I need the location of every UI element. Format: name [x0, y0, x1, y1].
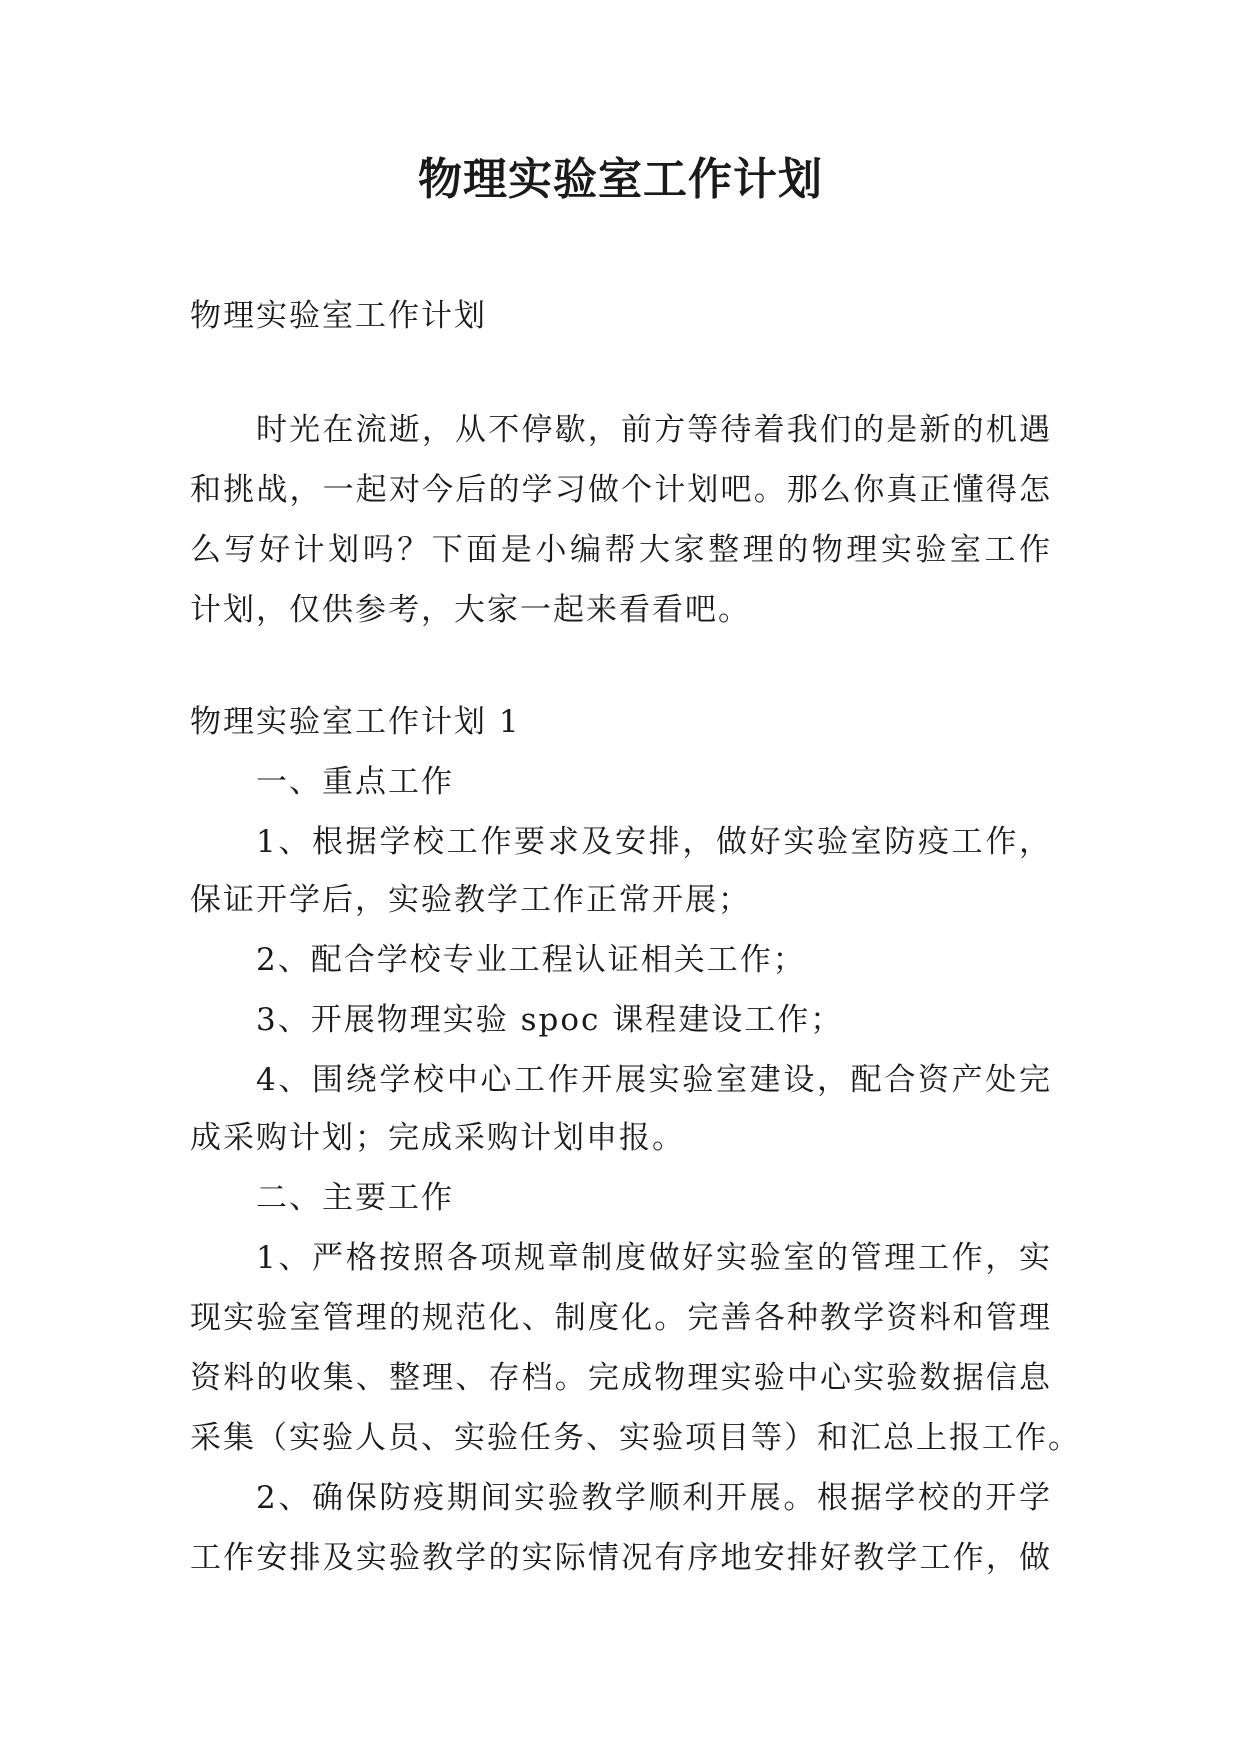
subheading-main-work: 二、主要工作	[256, 1180, 454, 1216]
main-item-1-line-1: 1、严格按照各项规章制度做好实验室的管理工作，实	[256, 1240, 1052, 1276]
section-heading-1: 物理实验室工作计划 1	[190, 704, 521, 740]
intro-line-2: 和挑战，一起对今后的学习做个计划吧。那么你真正懂得怎	[190, 472, 1052, 508]
main-item-2-line-2: 工作安排及实验教学的实际情况有序地安排好教学工作，做	[190, 1540, 1052, 1576]
item-4-line-1: 4、围绕学校中心工作开展实验室建设，配合资产处完	[256, 1062, 1052, 1098]
item-1-line-1: 1、根据学校工作要求及安排，做好实验室防疫工作，	[256, 824, 1052, 860]
main-item-1-line-2: 现实验室管理的规范化、制度化。完善各种教学资料和管理	[190, 1300, 1052, 1336]
document-title: 物理实验室工作计划	[418, 154, 823, 205]
intro-line-3: 么写好计划吗？下面是小编帮大家整理的物理实验室工作	[190, 532, 1052, 568]
item-4-line-2: 成采购计划；完成采购计划申报。	[190, 1120, 685, 1156]
item-1-line-2: 保证开学后，实验教学工作正常开展；	[190, 882, 751, 918]
item-2-line: 2、配合学校专业工程认证相关工作；	[256, 942, 806, 978]
item-3-line: 3、开展物理实验 spoc 课程建设工作；	[256, 1002, 844, 1038]
main-item-1-line-4: 采集（实验人员、实验任务、实验项目等）和汇总上报工作。	[190, 1420, 1081, 1456]
main-item-1-line-3: 资料的收集、整理、存档。完成物理实验中心实验数据信息	[190, 1360, 1052, 1396]
subheading-key-work: 一、重点工作	[256, 764, 454, 800]
intro-line-1: 时光在流逝，从不停歇，前方等待着我们的是新的机遇	[256, 412, 1052, 448]
main-item-2-line-1: 2、确保防疫期间实验教学顺利开展。根据学校的开学	[256, 1480, 1052, 1516]
intro-line-4: 计划，仅供参考，大家一起来看看吧。	[190, 592, 751, 628]
subtitle-line: 物理实验室工作计划	[190, 298, 487, 334]
